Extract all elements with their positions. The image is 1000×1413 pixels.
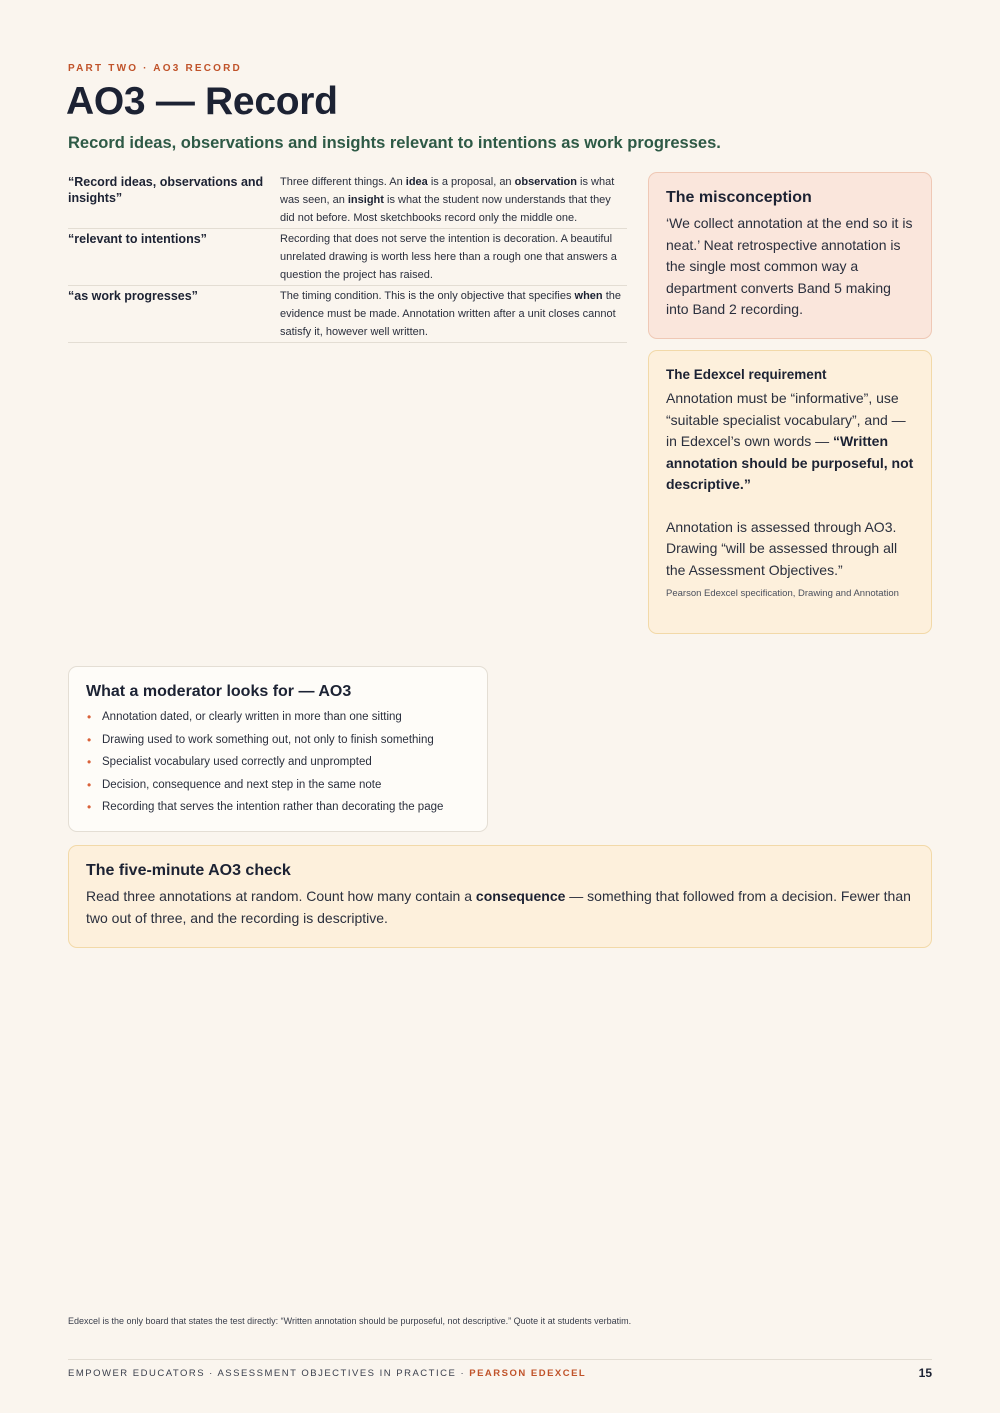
definition-desc (280, 173, 627, 227)
bullet-icon: • (87, 710, 92, 724)
text-run: the evidence must be made. Annotation written after a unit closes cannot satisfy it, however well written. (280, 290, 621, 338)
text-run: is a proposal, an (427, 176, 515, 188)
text-run: Three different things. An (280, 176, 406, 188)
check-heading: The five-minute AO3 check (86, 862, 291, 879)
requirement-para2: Annotation is assessed through AO3. Drawing “will be assessed through all the Assessment Objectives.” (666, 518, 898, 578)
list-item-text: Annotation dated, or clearly written in more than one sitting (102, 711, 402, 723)
misconception-body: ‘We collect annotation at the end so it is neat.’ Neat retrospective annotation is the single most common way a department converts Band 5 making into Band 2 recording. (666, 215, 913, 317)
bullet-icon: • (87, 732, 92, 747)
text-run: is what was seen, an (280, 176, 615, 206)
list-item (86, 706, 470, 729)
definition-row (68, 172, 627, 229)
misconception-heading: The misconception (666, 189, 812, 206)
requirement-para1-text: Annotation must be “informative”, use “suitable specialist vocabulary”, and — in Edexcel’s own words — (666, 390, 906, 449)
bold-term: when (574, 290, 603, 302)
section-kicker: PART TWO · AO3 RECORD (68, 63, 242, 74)
footer-board: PEARSON EDEXCEL (469, 1368, 587, 1379)
moderator-list (86, 706, 470, 819)
check-body-start: Read three annotations at random. Count how many contain a (86, 888, 476, 904)
moderator-heading: What a moderator looks for — AO3 (86, 683, 352, 700)
page-title: AO3 — Record (66, 80, 338, 123)
definition-row (68, 229, 627, 286)
requirement-card (648, 350, 932, 634)
bold-term: observation (514, 176, 577, 188)
requirement-source: Pearson Edexcel specification, Drawing and Annotation (666, 588, 899, 599)
list-item (86, 751, 470, 774)
list-item-text: Decision, consequence and next step in the same note (102, 778, 382, 791)
definition-term: “relevant to intentions” (68, 232, 207, 246)
list-item (86, 729, 470, 752)
bullet-icon: • (87, 800, 92, 815)
definition-table (68, 172, 627, 343)
text-run: is what the student now understands that they did not before. Most sketchbooks record only the middle one. (280, 194, 611, 224)
check-body-bold: consequence (475, 888, 566, 904)
text-run: The timing condition. This is the only objective that specifies (280, 290, 575, 302)
definition-desc (280, 287, 627, 341)
list-item-text: Recording that serves the intention rather than decorating the page (102, 801, 444, 814)
footer-divider (68, 1359, 932, 1360)
page-number: 15 (918, 1366, 932, 1380)
list-item (86, 774, 470, 797)
footer-running-title (68, 1368, 586, 1379)
moderator-card (68, 666, 488, 832)
page-subtitle: Record ideas, observations and insights relevant to intentions as work progresses. (68, 134, 721, 152)
check-card (68, 845, 932, 948)
bullet-icon: • (87, 777, 92, 792)
requirement-para1 (666, 388, 914, 496)
bold-term: idea (405, 176, 428, 188)
requirement-heading: The Edexcel requirement (666, 367, 827, 382)
requirement-quote: “Written annotation should be purposeful, not descriptive.” (666, 433, 914, 492)
text-run: Recording that does not serve the intention is decoration. A beautiful unrelated drawing is worth less here than a rough one that answers a question the project has raised. (280, 233, 617, 281)
check-body (86, 886, 914, 929)
misconception-card (648, 172, 932, 339)
footer-title-text: EMPOWER EDUCATORS · ASSESSMENT OBJECTIVES IN PRACTICE · (68, 1368, 470, 1379)
definition-term: “as work progresses” (68, 289, 198, 303)
list-item (86, 796, 470, 819)
definition-row (68, 286, 627, 343)
list-item-text: Drawing used to work something out, not only to finish something (102, 733, 434, 746)
footnote: Edexcel is the only board that states the test directly: “Written annotation should be purposeful, not descriptive.” Quote it at students verbatim. (68, 1316, 632, 1326)
list-item-text: Specialist vocabulary used correctly and unprompted (102, 756, 372, 769)
bullet-icon: • (87, 755, 92, 770)
check-body-end: — something that followed from a decision. Fewer than two out of three, and the recording is descriptive. (86, 888, 911, 926)
definition-desc (280, 230, 627, 284)
definition-term: “Record ideas, observations and insights” (68, 175, 264, 205)
bold-term: insight (347, 194, 384, 206)
